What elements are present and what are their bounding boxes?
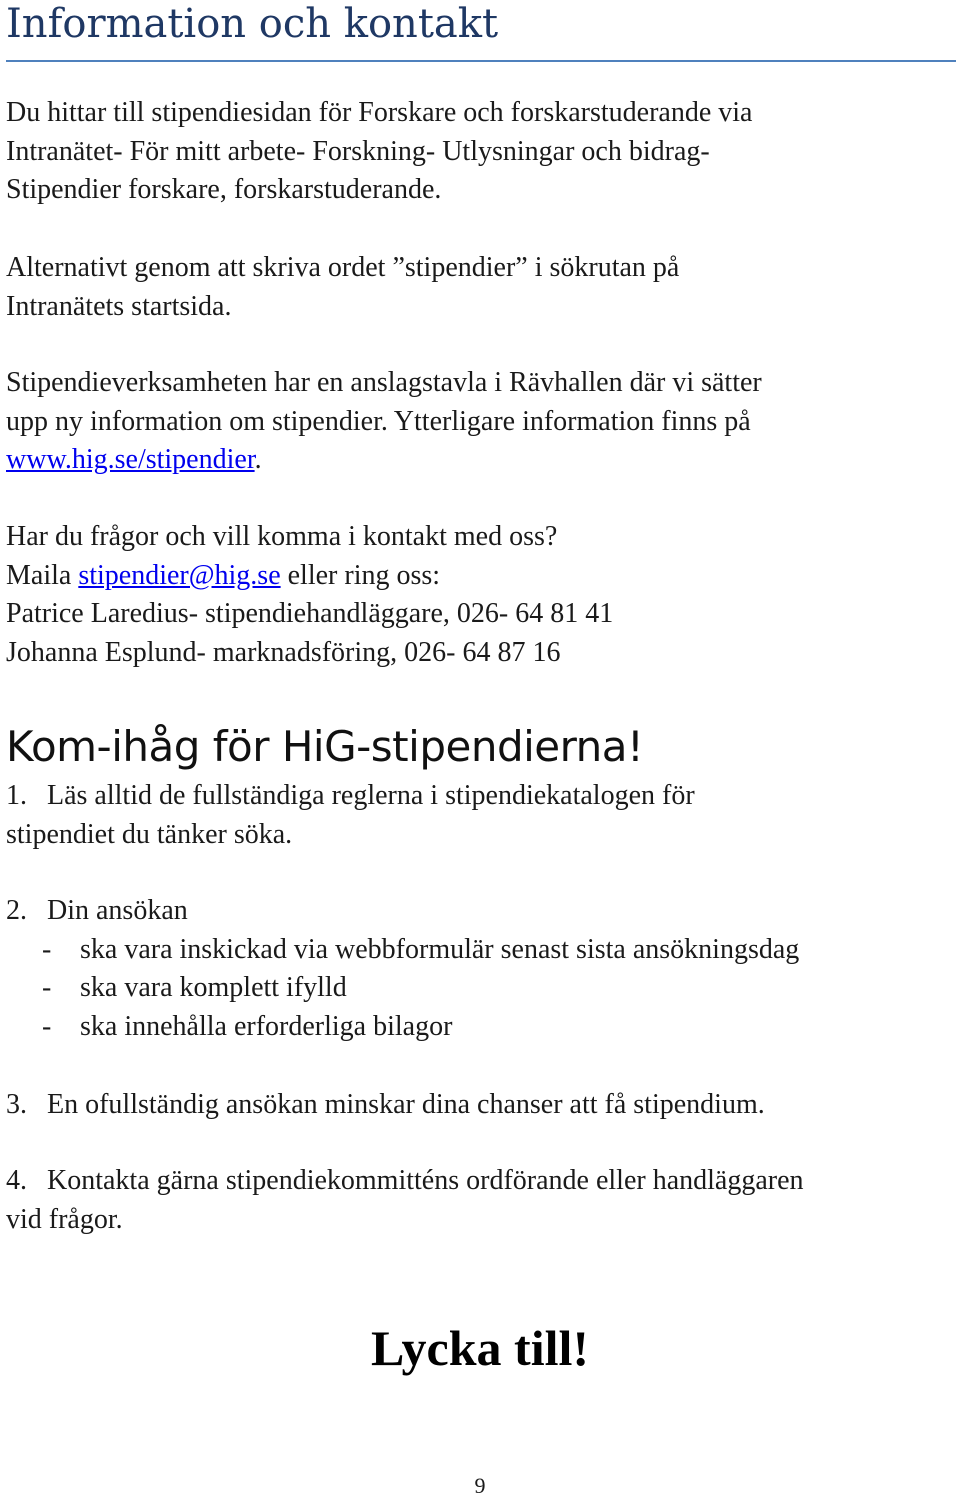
contact-person: Johanna Esplund- marknadsföring, 026- 64 87 16 [6,636,561,668]
list-item [42,969,347,1008]
board-paragraph [6,364,762,480]
board-link-suffix: . [254,444,262,475]
list-item [42,1008,452,1047]
item-number: 4. [6,1165,27,1196]
contact-person: Patrice Laredius- stipendiehandläggare, 026- 64 81 41 [6,598,614,629]
item-text: En ofullständig ansökan minskar dina chanser att få stipendium. [47,1089,765,1120]
contact-paragraph [6,518,613,672]
reminder-item-first-line [6,780,695,811]
contact-mail-line [6,557,613,596]
item-number: 3. [6,1089,27,1120]
item-text: Din ansökan [47,895,188,926]
bullet-marker: - [42,972,52,1003]
alternative-paragraph [6,249,679,326]
intro-line: Du hittar till stipendiesidan för Forskare och forskarstuderande via [6,97,753,128]
bullet-text: ska innehålla erforderliga bilagor [80,1011,453,1042]
reminder-item-first-line [6,1162,804,1201]
page-title: Information och kontakt [6,1,499,47]
list-item [42,931,799,970]
mail-suffix: eller ring oss: [280,559,441,591]
board-line: upp ny information om stipendier. Ytterligare information finns på [6,405,751,437]
item-text: Kontakta gärna stipendiekommitténs ordförande eller handläggaren [47,1165,804,1196]
item-continuation: stipendiet du tänker söka. [6,818,293,850]
board-line: Stipendieverksamheten har en anslagstavla i Rävhallen där vi sätter [6,367,762,398]
bullet-marker: - [42,1011,52,1042]
closing-message: Lycka till! [370,1320,590,1376]
contact-question: Har du frågor och vill komma i kontakt med oss? [6,521,558,552]
alternative-line: Intranätets startsida. [6,290,232,322]
bullet-marker: - [42,934,52,965]
reminder-item-1 [6,777,695,854]
page-number: 9 [474,1473,486,1498]
mail-prefix: Maila [6,559,79,591]
bullet-text: ska vara komplett ifylld [80,972,347,1003]
heading-underline [6,60,956,62]
item-number: 1. [6,780,27,811]
reminder-item-4 [6,1162,804,1239]
reminder-title: Kom-ihåg för HiG-stipendierna! [6,722,644,771]
item-text: Läs alltid de fullständiga reglerna i stipendiekatalogen för [47,780,695,811]
stipendier-web-link[interactable]: www.hig.se/stipendier [6,444,255,475]
bullet-text: ska vara inskickad via webbformulär senast sista ansökningsdag [80,934,800,965]
intro-paragraph [6,94,752,210]
board-link-line [6,441,762,480]
alternative-line: Alternativt genom att skriva ordet ”stipendier” i sökrutan på [6,252,680,283]
item-continuation: vid frågor. [6,1203,123,1235]
reminder-item-3 [6,1086,765,1125]
item-number: 2. [6,895,27,926]
reminder-item-2 [6,892,188,931]
email-link[interactable]: stipendier@hig.se [78,559,281,591]
intro-line: Stipendier forskare, forskarstuderande. [6,174,442,205]
intro-line: Intranätet- För mitt arbete- Forskning- Utlysningar och bidrag- [6,135,710,167]
